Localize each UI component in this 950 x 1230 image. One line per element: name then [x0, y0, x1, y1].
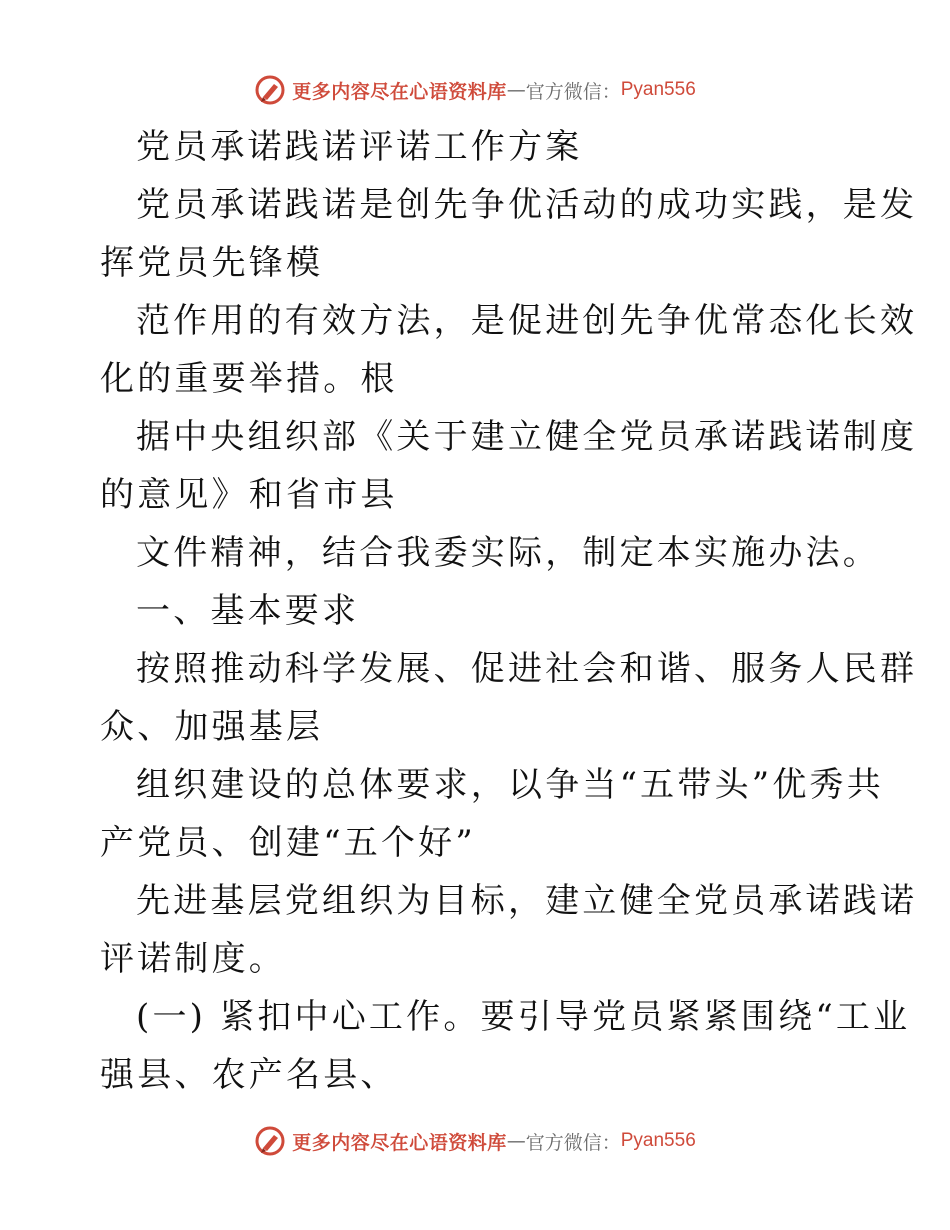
text-line: 文件精神，结合我委实际，制定本实施办法。 — [136, 533, 880, 573]
banner-main-text: 更多内容尽在心语资料库 — [292, 80, 507, 103]
header-watermark-banner — [0, 70, 950, 110]
text-line: 组织建设的总体要求，以争当“五带头”优秀共 — [136, 765, 884, 805]
document-title: 党员承诺践诺评诺工作方案 — [136, 127, 583, 167]
banner-main-text: 更多内容尽在心语资料库 — [292, 1131, 507, 1154]
subsection-heading: (一) 紧扣中心工作。要引导党员紧紧围绕“工业 — [136, 997, 911, 1037]
text-line: 挥党员先锋模 — [100, 243, 324, 283]
pen-circle-logo-icon — [254, 1125, 286, 1157]
banner-separator: — — [506, 79, 526, 101]
text-line: 评诺制度。 — [100, 939, 286, 979]
section-heading: 一、基本要求 — [136, 591, 360, 631]
banner-separator: — — [506, 1130, 526, 1152]
banner-wechat-id: Pyan556 — [620, 79, 696, 100]
text-line: 先进基层党组织为目标，建立健全党员承诺践诺 — [136, 881, 918, 921]
text-line: 按照推动科学发展、促进社会和谐、服务人民群 — [136, 649, 918, 689]
text-line: 据中央组织部《关于建立健全党员承诺践诺制度 — [136, 417, 918, 457]
text-line: 党员承诺践诺是创先争优活动的成功实践，是发 — [136, 185, 918, 225]
banner-wechat-id: Pyan556 — [620, 1130, 696, 1151]
text-line: 产党员、创建“五个好” — [100, 823, 476, 863]
banner-wechat-label: 官方微信： — [525, 1131, 621, 1154]
text-line: 强县、农产名县、 — [100, 1055, 398, 1095]
text-line: 范作用的有效方法，是促进创先争优常态化长效 — [136, 301, 918, 341]
footer-watermark-banner — [0, 1121, 950, 1161]
banner-wechat-label: 官方微信： — [525, 80, 621, 103]
text-line: 的意见》和省市县 — [100, 475, 398, 515]
pen-circle-logo-icon — [254, 74, 286, 106]
text-line: 化的重要举措。根 — [100, 359, 398, 399]
text-line: 众、加强基层 — [100, 707, 324, 747]
